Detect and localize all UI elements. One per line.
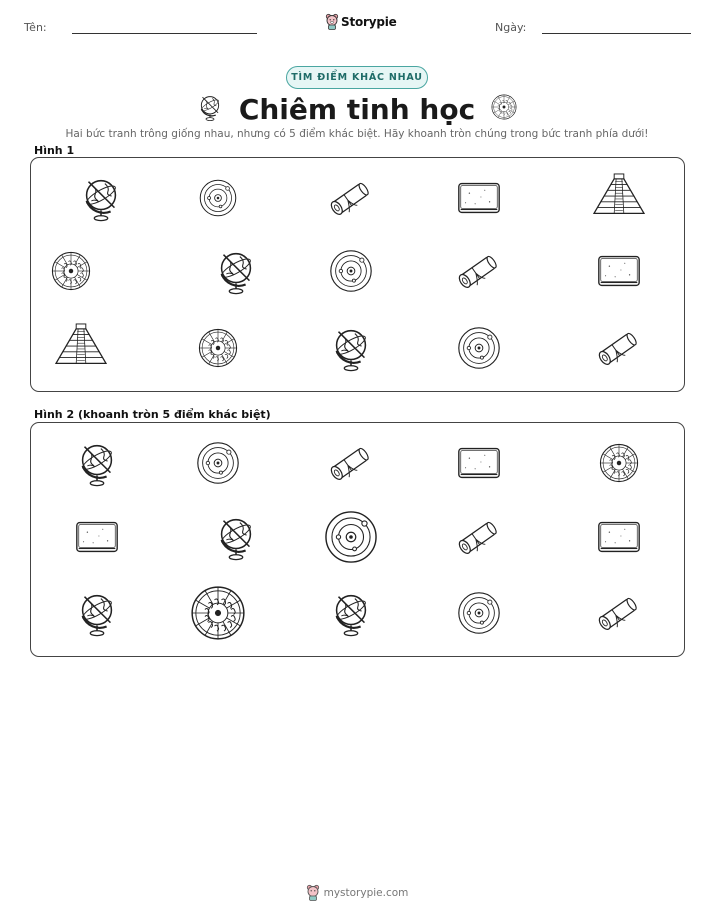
stone-tablet-icon (72, 512, 122, 562)
globe-icon (72, 438, 122, 488)
footer-url: mystorypie.com (323, 886, 409, 899)
instructions: Hai bức tranh trông giống nhau, nhưng có 5 điểm khác biệt. Hãy khoanh tròn chúng trong bức tranh phía dưới! (65, 128, 649, 140)
puzzle-1-cell[interactable] (49, 316, 113, 380)
puzzle-2-panel (30, 422, 685, 657)
zodiac-wheel-icon (596, 440, 642, 486)
puzzle-1-cell[interactable] (587, 239, 651, 303)
puzzle-2-cell[interactable] (447, 581, 511, 645)
stone-tablet-icon (594, 512, 644, 562)
puzzle-2-cell[interactable] (186, 431, 250, 495)
puzzle-2-cell[interactable] (65, 431, 129, 495)
name-label: Tên: (24, 21, 47, 34)
scroll-icon (594, 588, 644, 638)
scroll-icon (326, 173, 376, 223)
globe-icon (211, 246, 261, 296)
activity-badge: TÌM ĐIỂM KHÁC NHAU (286, 66, 428, 89)
title-zodiac-wheel-icon (489, 92, 519, 126)
puzzle-2-label: Hình 2 (khoanh tròn 5 điểm khác biệt) (34, 408, 271, 421)
storypie-logo (325, 13, 397, 30)
puzzle-1-panel (30, 157, 685, 392)
puzzle-2-cell[interactable] (204, 505, 268, 569)
date-line[interactable] (542, 33, 691, 34)
puzzle-1-cell[interactable] (319, 166, 383, 230)
zodiac-wheel-icon (186, 581, 250, 645)
orbit-icon (196, 176, 240, 220)
orbit-icon (320, 506, 382, 568)
puzzle-2-cell[interactable] (587, 581, 651, 645)
puzzle-1-cell[interactable] (204, 239, 268, 303)
puzzle-1-cell[interactable] (587, 316, 651, 380)
page-title: Chiêm tinh học (238, 92, 476, 126)
orbit-icon (326, 246, 376, 296)
puzzle-2-cell[interactable] (447, 431, 511, 495)
scroll-icon (326, 438, 376, 488)
puzzle-1-cell[interactable] (186, 316, 250, 380)
bear-mascot-icon (306, 884, 320, 901)
puzzle-1-cell[interactable] (69, 166, 133, 230)
pyramid-icon (56, 323, 106, 373)
globe-icon (326, 588, 376, 638)
zodiac-wheel-icon (195, 325, 241, 371)
stone-tablet-icon (594, 246, 644, 296)
stone-tablet-icon (454, 173, 504, 223)
puzzle-2-cell[interactable] (65, 581, 129, 645)
puzzle-2-cell[interactable] (65, 505, 129, 569)
puzzle-1-cell[interactable] (186, 166, 250, 230)
orbit-icon (454, 323, 504, 373)
bear-mascot-icon (325, 13, 339, 30)
title-globe-icon (195, 92, 225, 126)
puzzle-1-cell[interactable] (319, 239, 383, 303)
zodiac-wheel-icon (489, 92, 519, 122)
puzzle-2-cell[interactable] (186, 581, 250, 645)
puzzle-1-cell[interactable] (39, 239, 103, 303)
footer (0, 884, 714, 901)
puzzle-1-cell[interactable] (447, 316, 511, 380)
puzzle-2-cell[interactable] (319, 505, 383, 569)
orbit-icon (454, 588, 504, 638)
scroll-icon (594, 323, 644, 373)
title-row (0, 88, 714, 130)
orbit-icon (193, 438, 243, 488)
puzzle-1-label: Hình 1 (34, 144, 75, 157)
puzzle-1-cell[interactable] (587, 166, 651, 230)
puzzle-1-cell[interactable] (447, 239, 511, 303)
zodiac-wheel-icon (48, 248, 94, 294)
globe-icon (195, 92, 225, 122)
puzzle-2-cell[interactable] (587, 431, 651, 495)
puzzle-2-cell[interactable] (447, 505, 511, 569)
globe-icon (72, 588, 122, 638)
globe-icon (326, 323, 376, 373)
puzzle-1-cell[interactable] (319, 316, 383, 380)
puzzle-2-cell[interactable] (587, 505, 651, 569)
puzzle-2-cell[interactable] (319, 431, 383, 495)
puzzle-2-cell[interactable] (319, 581, 383, 645)
globe-icon (211, 512, 261, 562)
date-label: Ngày: (495, 21, 527, 34)
name-line[interactable] (72, 33, 257, 34)
brand-name: Storypie (341, 14, 397, 29)
scroll-icon (454, 512, 504, 562)
globe-icon (76, 173, 126, 223)
stone-tablet-icon (454, 438, 504, 488)
scroll-icon (454, 246, 504, 296)
pyramid-icon (594, 173, 644, 223)
puzzle-1-cell[interactable] (447, 166, 511, 230)
